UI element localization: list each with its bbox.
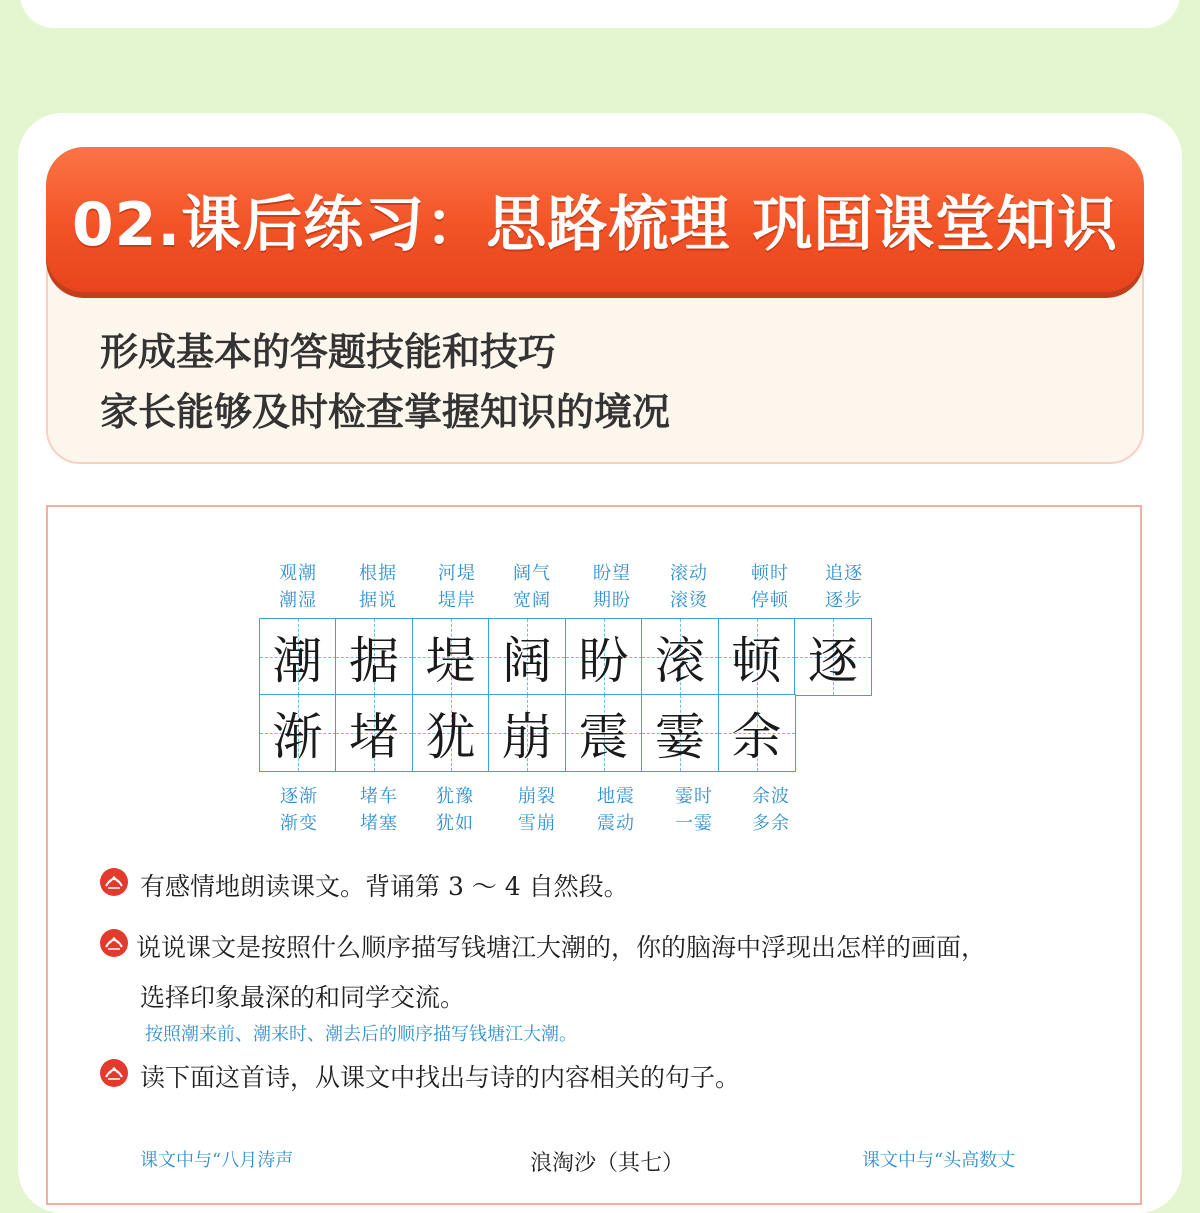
vocab-pair: [259, 560, 337, 614]
character: 据: [349, 631, 399, 690]
vocab-word: 期盼: [593, 590, 631, 611]
vocab-word: 宽阔: [513, 590, 551, 611]
character: 逐: [808, 631, 858, 690]
char-cell: [412, 694, 490, 772]
vocab-word: 根据: [359, 563, 397, 584]
vocab-word: 地震: [597, 786, 635, 807]
vocab-word: 滚烫: [670, 590, 708, 611]
vocab-word: 观潮: [279, 563, 317, 584]
previous-card: [20, 0, 1180, 28]
character: 震: [578, 708, 629, 766]
grid-row-1: [260, 619, 872, 696]
exercise-2-answer: 按照潮来前、潮来时、潮去后的顺序描写钱塘江大潮。: [145, 1024, 577, 1045]
vocab-word: 霎时: [675, 786, 713, 807]
character: 霎: [655, 708, 705, 766]
char-cell: [565, 618, 643, 696]
vocab-word: 潮湿: [279, 590, 317, 611]
vocab-pair: [650, 560, 728, 614]
vocab-word: 阔气: [513, 563, 551, 584]
character: 余: [731, 708, 782, 766]
char-cell: [641, 694, 719, 772]
exercise-2: [100, 925, 986, 971]
vocab-pair: [498, 783, 576, 837]
vocab-pair: [340, 783, 418, 837]
vocab-word: 一霎: [675, 813, 713, 834]
vocab-word: 渐变: [280, 813, 318, 834]
vocab-word: 逐步: [825, 590, 863, 611]
exercise-1: [100, 864, 629, 910]
vocab-pair: [732, 783, 810, 837]
char-cell: [412, 618, 490, 696]
character-grid: [260, 619, 872, 772]
exercise-1-text: 有感情地朗读课文。背诵第 3 ～ 4 自然段。: [140, 872, 629, 901]
char-cell: [794, 618, 872, 696]
char-cell: [335, 694, 413, 772]
vocab-word: 滚动: [670, 563, 708, 584]
vocab-word: 据说: [359, 590, 397, 611]
description-line-2: 家长能够及时检查掌握知识的境况: [100, 390, 671, 434]
vocab-pair: [731, 560, 809, 614]
char-cell: [641, 618, 719, 696]
vocab-word: 余波: [752, 786, 790, 807]
vocab-pair: [655, 783, 733, 837]
description-lines: [100, 322, 670, 442]
vocab-word: 堤岸: [438, 590, 476, 611]
vocab-word: 逐渐: [280, 786, 318, 807]
character: 渐: [272, 708, 323, 766]
vocab-word: 犹如: [436, 813, 474, 834]
char-cell: [718, 618, 796, 696]
exercise-3: [100, 1055, 740, 1101]
vocab-pair: [260, 783, 338, 837]
grid-row-2: [260, 696, 872, 773]
vocab-pair: [577, 783, 655, 837]
vocab-word: 停顿: [751, 590, 789, 611]
character: 堤: [425, 631, 476, 690]
poem-title: 浪淘沙（其七）: [530, 1151, 685, 1176]
char-cell: [488, 694, 566, 772]
vocab-pair: [416, 783, 494, 837]
vocab-pair: [493, 560, 571, 614]
section-title: 02.课后练习：思路梳理 巩固课堂知识: [71, 189, 1119, 260]
vocab-word: 崩裂: [518, 786, 556, 807]
exercise-2-text-cont: 选择印象最深的和同学交流。: [140, 983, 466, 1012]
vocab-pair: [418, 560, 496, 614]
vocab-word: 多余: [752, 813, 790, 834]
character: 顿: [731, 631, 782, 690]
vocab-word: 犹豫: [436, 786, 474, 807]
vocab-word: 盼望: [593, 563, 631, 584]
vocab-word: 河堤: [438, 563, 476, 584]
char-cell: [335, 618, 413, 696]
exercise-3-text: 读下面这首诗，从课文中找出与诗的内容相关的句子。: [140, 1063, 741, 1092]
character: 犹: [425, 708, 476, 766]
character: 堵: [349, 708, 399, 766]
vocab-word: 堵塞: [360, 813, 398, 834]
vocab-pair: [573, 560, 651, 614]
cutoff-note-right: 课文中与“头高数丈: [862, 1150, 1016, 1171]
vocab-word: 震动: [597, 813, 635, 834]
description-line-1: 形成基本的答题技能和技巧: [100, 330, 557, 374]
char-cell: [565, 694, 643, 772]
char-cell: [259, 694, 337, 772]
vocab-word: 追逐: [825, 563, 863, 584]
vocab-word: 雪崩: [518, 813, 556, 834]
vocab-pair: [805, 560, 883, 614]
character: 滚: [655, 631, 705, 690]
cutoff-note-left: 课文中与“八月涛声: [140, 1150, 294, 1171]
exercise-bullet-icon: [100, 1059, 128, 1087]
character: 潮: [272, 631, 323, 690]
char-cell: [259, 618, 337, 696]
char-cell: [488, 618, 566, 696]
exercise-bullet-icon: [100, 868, 128, 896]
character: 崩: [502, 708, 552, 766]
vocab-word: 堵车: [360, 786, 398, 807]
exercise-bullet-icon: [100, 929, 128, 957]
char-cell: [718, 694, 796, 772]
vocab-pair: [339, 560, 417, 614]
exercise-2-text: 说说课文是按照什么顺序描写钱塘江大潮的，你的脑海中浮现出怎样的画面，: [136, 933, 987, 962]
vocab-word: 顿时: [751, 563, 789, 584]
character: 盼: [578, 631, 629, 690]
section-title-banner: [46, 147, 1144, 292]
character: 阔: [502, 631, 552, 690]
